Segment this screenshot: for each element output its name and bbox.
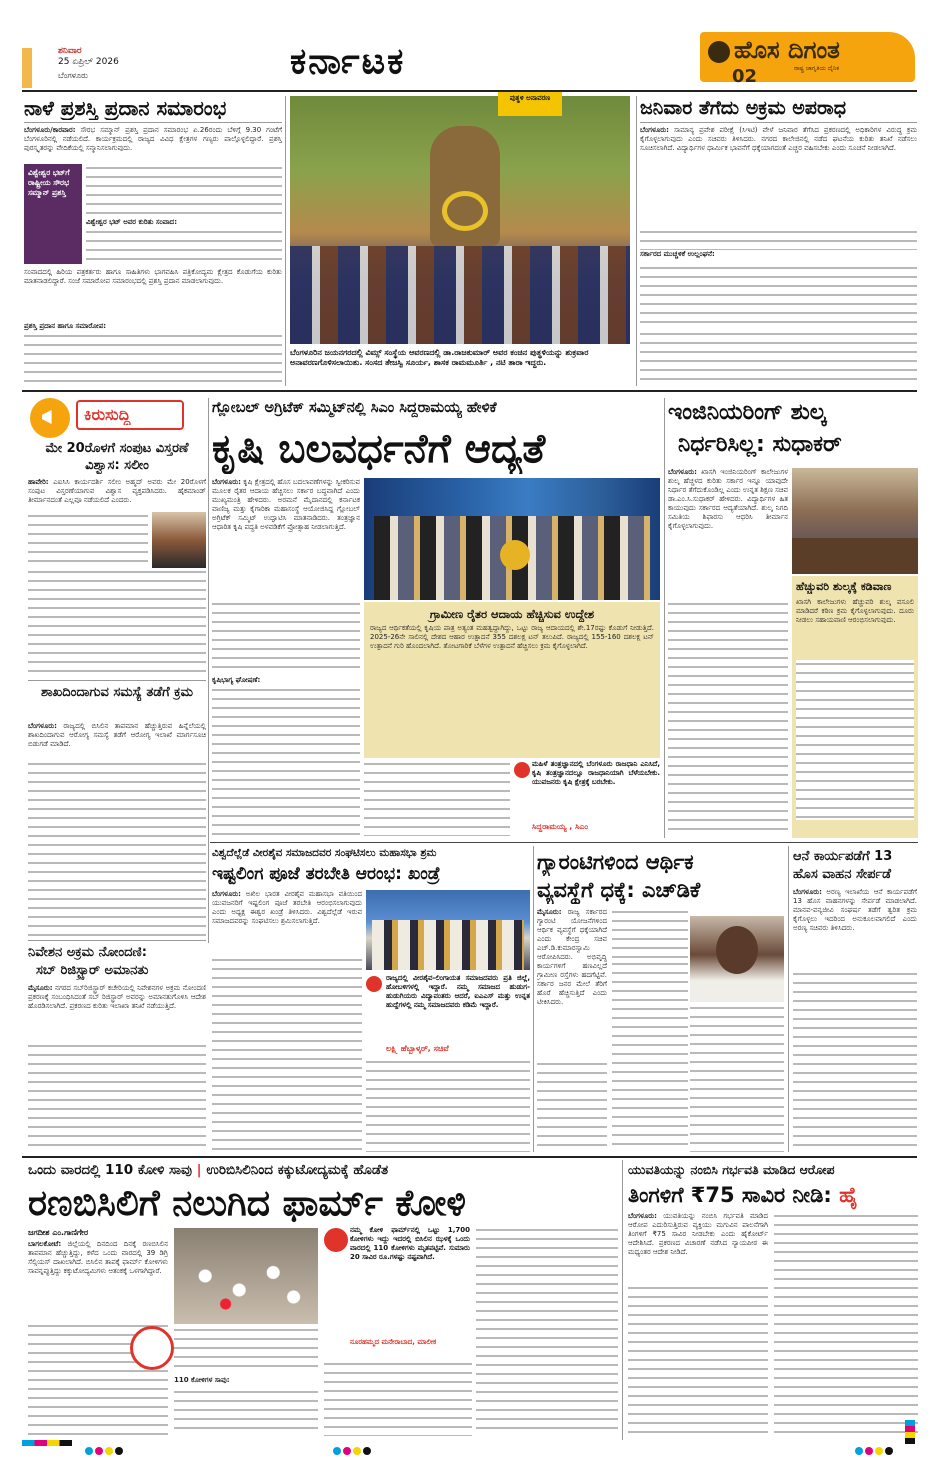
eng-box-lines: [796, 660, 914, 820]
eng-box: [792, 576, 918, 838]
krishi-body-col1-lines: [212, 600, 360, 674]
elephant-body-lines: [793, 970, 917, 1152]
hc-body: [628, 1212, 768, 1282]
eng-body-text: ಖಾಸಗಿ ಇಂಜಿನಿಯರಿಂಗ್ ಕಾಲೇಜುಗಳ ಶುಲ್ಕ ಹೆಚ್ಚಳದ ಕುರಿತು ಸರ್ಕಾರ ಇನ್ನೂ ಯಾವುದೇ ನಿರ್ಧಾರ ತೆಗೆದುಕೊಂಡಿಲ್ಲ ಎಂದು ಉನ್ನತ ಶಿಕ್ಷಣ ಸಚಿವ ಡಾ.ಎಂ.ಸಿ.ಸುಧಾಕರ್ ಹೇಳಿದರು. ವಿದ್ಯಾರ್ಥಿಗಳ ಹಿತ ಕಾಯುವುದು ಸರ್ಕಾರದ ಆದ್ಯತೆಯಾಗಿದೆ. ಶುಲ್ಕ ನಿಗದಿ ಸಮಿತಿಯ ಶಿಫಾರಸು ಆಧರಿಸಿ ತೀರ್ಮಾನ ಕೈಗೊಳ್ಳಲಾಗುವುದು.: [668, 468, 788, 530]
award-pullquote-text: ವಿಶ್ವೇಶ್ವರ ಭಟ್‌ಗೆ ರಾಷ್ಟ್ರೀಯ ಸೌರಭ ಸಮ್ಮಾನ್ ಪ್ರಶಸ್ತಿ: [28, 168, 70, 197]
veera-photo-people: [372, 920, 524, 970]
niveshana-body-lines: [28, 1042, 206, 1152]
heat-seal: [130, 1326, 174, 1370]
krishi-body-col1-lines-2: [212, 686, 360, 836]
eng-headline-1: ಇಂಜಿನಿಯರಿಂಗ್ ಶುಲ್ಕ: [668, 400, 827, 425]
col-divider-5: [533, 846, 534, 1152]
crime-body-lines: [640, 228, 917, 328]
elephant-headline-2: ಹೊಸ ವಾಹನ ಸೇರ್ಪಡೆ: [793, 867, 891, 882]
krishi-headline: ಕೃಷಿ ಬಲವರ್ಧನೆಗೆ ಆದ್ಯತೆ: [212, 426, 546, 472]
veera-body-lines: [212, 956, 362, 1152]
niveshana-body-text: ನಗರದ ಸಬ್‌ರಿಜಿಸ್ಟ್ರಾರ್ ಕಚೇರಿಯಲ್ಲಿ ನಿವೇಶನಗಳ ಅಕ್ರಮ ನೋಂದಣಿ ಪ್ರಕರಣಕ್ಕೆ ಸಂಬಂಧಿಸಿದಂತೆ ಸಬ್ ರಿಜಿಸ್ಟ್ರಾರ್ ಅವರನ್ನು ಅಮಾನತುಗೊಳಿಸಿ ಆದೇಶ ಹೊರಡಿಸಲಾಗಿದೆ. ಪ್ರಕರಣದ ಕುರಿತು ಇಲಾಖಾ ತನಿಖೆ ನಡೆಯುತ್ತಿದೆ.: [28, 984, 206, 1010]
statue-tag-text: ಪುತ್ಥಳಿ ಅನಾವರಣ: [509, 94, 551, 102]
guarantee-body-col3-lines: [690, 1004, 784, 1152]
brief1-dateline: ಹಾವೇರಿ:: [28, 478, 49, 486]
heat-photo-hens: [178, 1248, 314, 1318]
niveshana-headline-2: ಸಬ್ ರಿಜಿಸ್ಟ್ರಾರ್ ಅಮಾನತು: [36, 963, 149, 978]
guarantee-headline-2: ವ್ಯವಸ್ಥೆಗೆ ಧಕ್ಕೆ: ಎಚ್‌ಡಿಕೆ: [537, 878, 701, 902]
brief1-body-lines-2: [28, 568, 206, 678]
brand-emblem-icon: [708, 41, 730, 63]
crime-sub: ಸರ್ಕಾರದ ಮುಚ್ಚಳಿಕೆ ಉಲ್ಲಂಘನೆ:: [640, 250, 715, 258]
masthead: [0, 36, 945, 90]
guarantee-portrait: [690, 916, 784, 1002]
award-lead-text: ಸೌರಭ ಸಮ್ಮಾನ್ ಪ್ರಶಸ್ತಿ ಪ್ರದಾನ ಸಮಾರಂಭ ಏ.26ರಂದು ಬೆಳಿಗ್ಗೆ 9.30 ಗಂಟೆಗೆ ಬೆಂಗಳೂರಿನಲ್ಲಿ ನಡೆಯಲಿದೆ. ಕಾರ್ಯಕ್ರಮದಲ್ಲಿ ರಾಜ್ಯದ ವಿವಿಧ ಕ್ಷೇತ್ರಗಳ ಗಣ್ಯರು ಪಾಲ್ಗೊಳ್ಳಲಿದ್ದಾರೆ. ಪ್ರಶಸ್ತಿ ಪುರಸ್ಕೃತರನ್ನು ವೇದಿಕೆಯಲ್ಲಿ ಸನ್ಮಾನಿಸಲಾಗುವುದು.: [24, 126, 282, 152]
award-rule: [24, 122, 282, 123]
krishi-photo-bouquet: [500, 540, 530, 570]
award-body-lines: [86, 228, 282, 264]
krishi-kicker: ಗ್ಲೋಬಲ್ ಅಗ್ರಿಟೆಕ್ ಸಮ್ಮಿಟ್‌ನಲ್ಲಿ ಸಿಎಂ ಸಿದ್ದರಾಮಯ್ಯ ಹೇಳಿಕೆ: [212, 400, 497, 416]
brief2-body: [28, 722, 206, 758]
statue-photo: [290, 96, 630, 344]
guarantee-body-text: ರಾಜ್ಯ ಸರ್ಕಾರದ ಗ್ಯಾರಂಟಿ ಯೋಜನೆಗಳಿಂದ ಆರ್ಥಿಕ ವ್ಯವಸ್ಥೆಗೆ ಧಕ್ಕೆಯಾಗಿದೆ ಎಂದು ಕೇಂದ್ರ ಸಚಿವ ಎಚ್.ಡಿ.ಕುಮಾರಸ್ವಾಮಿ ಆರೋಪಿಸಿದರು. ಅಭಿವೃದ್ಧಿ ಕಾರ್ಯಗಳಿಗೆ ಹಣವಿಲ್ಲದೆ ಗ್ರಾಮೀಣ ರಸ್ತೆಗಳು ಹದಗೆಟ್ಟಿವೆ. ಸರ್ಕಾರ ಜನರ ಮೇಲೆ ತೆರಿಗೆ ಹೊರೆ ಹೆಚ್ಚಿಸುತ್ತಿದೆ ಎಂದು ಟೀಕಿಸಿದರು.: [537, 908, 607, 1006]
crime-body-text: ಸಾಮಾನ್ಯ ಪ್ರವೇಶ ಪರೀಕ್ಷೆ (ಸಿಇಟಿ) ವೇಳೆ ಜನಿವಾರ ತೆಗೆಸಿದ ಪ್ರಕರಣದಲ್ಲಿ ಅಧಿಕಾರಿಗಳ ವಿರುದ್ಧ ಕ್ರಮ ಕೈಗೊಳ್ಳಲಾಗುವುದು ಎಂದು ಸಚಿವರು ತಿಳಿಸಿದರು. ನಗರದ ಕಾಲೇಜಿನಲ್ಲಿ ನಡೆದ ಘಟನೆಯ ಕುರಿತು ತನಿಖೆ ನಡೆಸಲು ಸೂಚಿಸಲಾಗಿದೆ. ವಿದ್ಯಾರ್ಥಿಗಳ ಧಾರ್ಮಿಕ ಭಾವನೆಗೆ ಧಕ್ಕೆಯಾಗದಂತೆ ಎಚ್ಚರ ವಹಿಸಬೇಕು ಎಂದು ಸೂಚನೆ ನೀಡಲಾಗಿದೆ.: [640, 126, 917, 152]
elephant-body: [793, 888, 917, 968]
print-registration-dots-left: [85, 1440, 125, 1459]
heat-body-lines-5: [476, 1226, 618, 1436]
veera-dateline: ಬೆಂಗಳೂರು:: [212, 890, 241, 898]
veera-quote-by: ಲಕ್ಷ್ಮಿ ಹೆಬ್ಬಾಳ್ಕರ್, ಸಚಿವೆ: [386, 1044, 449, 1053]
guarantee-dateline: ಮೈಸೂರು:: [537, 908, 562, 916]
krishi-photo: [364, 478, 660, 600]
brand-tagline: ರಾಷ್ಟ್ರ ಜಾಗೃತಿಯ ದೈನಿಕ: [794, 65, 840, 72]
niveshana-dateline: ಮೈಸೂರು:: [28, 984, 53, 992]
veera-body-text: ಅಖಿಲ ಭಾರತ ವೀರಶೈವ ಮಹಾಸಭಾ ವತಿಯಿಂದ ಯುವಜನರಿಗೆ ಇಷ್ಟಲಿಂಗ ಪೂಜೆ ತರಬೇತಿ ಆರಂಭಿಸಲಾಗುವುದು ಎಂದು ಅಧ್ಯಕ್ಷ ಈಶ್ವರ ಖಂಡ್ರೆ ತಿಳಿಸಿದರು. ವಿಶ್ವದೆಲ್ಲೆಡೆ ಇರುವ ಸಮಾಜದವರನ್ನು ಸಂಘಟಿಸಲು ಶ್ರಮಿಸಲಾಗುತ್ತಿದೆ.: [212, 890, 362, 925]
award-sub1-wrap: [86, 218, 282, 228]
veera-headline: ಇಷ್ಟಲಿಂಗ ಪೂಜೆ ತರಬೇತಿ ಆರಂಭ: ಖಂಡ್ರೆ: [212, 864, 440, 884]
award-body: ಸಂವಾದದಲ್ಲಿ ಹಿರಿಯ ಪತ್ರಕರ್ತರು ಹಾಗೂ ಸಾಹಿತಿಗಳು ಭಾಗವಹಿಸಿ ಪತ್ರಿಕೋದ್ಯಮ ಕ್ಷೇತ್ರದ ಕೊಡುಗೆಯ ಕುರಿತು ಮಾತನಾಡಲಿದ್ದಾರೆ. ಸಂಜೆ ಸಮಾರೋಪ ಸಮಾರಂಭದಲ್ಲಿ ಪ್ರಶಸ್ತಿ ಪ್ರದಾನ ಮಾಡಲಾಗುವುದು.: [24, 268, 282, 285]
crowd-row: [290, 246, 630, 344]
guarantee-body-col1-lines: [537, 1060, 607, 1152]
award-sub2-wrap: [24, 322, 282, 332]
brief2-dateline: ಬೆಂಗಳೂರು:: [28, 722, 57, 730]
kirusuddi-label: ಕಿರುಸುದ್ದಿ: [84, 405, 131, 424]
hc-headline: [628, 1180, 918, 1210]
krishi-quote-by: ಸಿದ್ದರಾಮಯ್ಯ , ಸಿಎಂ: [532, 822, 589, 831]
niveshana-headline-1: ನಿವೇಶನ ಅಕ್ರಮ ನೋಂದಣಿ:: [28, 945, 147, 960]
eng-body: [668, 468, 788, 598]
veera-body-lines-2: [366, 1058, 530, 1152]
color-bar-right: [905, 1420, 915, 1444]
brief-divider: [28, 680, 206, 681]
veera-kicker: ವಿಶ್ವದೆಲ್ಲೆಡೆ ವೀರಶೈವ ಸಮಾಜದವರ ಸಂಘಟಿಸಲು ಮಹಾಸಭಾ ಶ್ರಮ: [212, 847, 437, 859]
crime-sub-wrap: [640, 250, 917, 260]
award-headline: ನಾಳೆ ಪ್ರಶಸ್ತಿ ಪ್ರದಾನ ಸಮಾರಂಭ: [24, 96, 227, 120]
crime-body: [640, 126, 917, 226]
guarantee-headline-1: ಗ್ಯಾರಂಟಿಗಳಿಂದ ಆರ್ಥಿಕ: [537, 850, 694, 874]
brief1-body-lines: [28, 512, 148, 564]
quote-mark-icon-2: [366, 976, 382, 992]
krishi-sub: ಕೃಷಿಭಾಗ್ಯ ಘೋಷಣೆ:: [212, 676, 261, 684]
award-lead: [24, 126, 282, 162]
niveshana-rule: [28, 940, 206, 941]
statue-garland: [442, 191, 488, 231]
krishi-body-col2-lines: [364, 760, 510, 836]
kirusuddi-badge: [30, 398, 70, 438]
section-title: ಕರ್ನಾಟಕ: [290, 42, 406, 82]
heat-body-lines-4: [324, 1360, 472, 1436]
heat-quote-by: ನೂರಹಮ್ಮದ ಮನೇರಾಬಾದ, ಮಾಲೀಕ: [350, 1338, 437, 1346]
brief1-portrait: [152, 512, 206, 568]
hc-headline-b: ಹೈ: [839, 1183, 859, 1207]
eng-body-lines: [668, 600, 788, 836]
hc-body-text: ಯುವತಿಯನ್ನು ನಂಬಿಸಿ ಗರ್ಭವತಿ ಮಾಡಿದ ಆರೋಪ ಎದುರಿಸುತ್ತಿರುವ ವ್ಯಕ್ತಿಯು ಮಗುವಿನ ಪಾಲನೆಗಾಗಿ ತಿಂಗಳಿಗೆ ₹75 ಸಾವಿರ ನೀಡಬೇಕು ಎಂದು ಹೈಕೋರ್ಟ್ ಆದೇಶಿಸಿದೆ. ಪ್ರಕರಣದ ವಿಚಾರಣೆ ನಡೆಸಿದ ನ್ಯಾಯಪೀಠ ಈ ಮಧ್ಯಂತರ ಆದೇಶ ನೀಡಿದೆ.: [628, 1212, 768, 1256]
krishi-dateline: ಬೆಂಗಳೂರು:: [212, 478, 241, 486]
heat-quote: [324, 1226, 472, 1356]
heat-sub-wrap: [174, 1376, 318, 1386]
kirusuddi-label-box: [76, 400, 184, 430]
section-rule-3: [22, 1156, 917, 1158]
crime-headline: ಜನಿವಾರ ತೆಗೆದು ಅಕ್ರಮ ಅಪರಾಧ: [640, 97, 846, 119]
print-registration-dots-center: [333, 1440, 373, 1459]
statue-caption: ಬೆಂಗಳೂರಿನ ಜಯನಗರದಲ್ಲಿ ವಿಮ್ಸ್ ಸಂಸ್ಥೆಯ ಆವರಣದಲ್ಲಿ ಡಾ.ರಾಜಕುಮಾರ್ ಅವರ ಕಂಚಿನ ಪುತ್ಥಳಿಯನ್ನು ಶುಕ್ರವಾರ ಅನಾವರಣಗೊಳಿಸಲಾಯಿತು. ಸಂಸದ ತೇಜಸ್ವಿ ಸೂರ್ಯ, ಶಾಸಕ ರಾಮಮೂರ್ತಿ , ನಟಿ ತಾರಾ ಇದ್ದರು.: [290, 348, 589, 367]
eng-box-body: ಖಾಸಗಿ ಕಾಲೇಜುಗಳು ಹೆಚ್ಚುವರಿ ಶುಲ್ಕ ವಸೂಲಿ ಮಾಡಿದರೆ ಕಠಿಣ ಕ್ರಮ ಕೈಗೊಳ್ಳಲಾಗುವುದು. ದೂರು ನೀಡಲು ಸಹಾಯವಾಣಿ ಆರಂಭಿಸಲಾಗುವುದು.: [796, 598, 914, 624]
page-number: 02: [732, 66, 758, 87]
masthead-left-stripe: [22, 48, 32, 88]
crime-dateline: ಬೆಂಗಳೂರು:: [640, 126, 669, 134]
award-sub2: ಪ್ರಶಸ್ತಿ ಪ್ರದಾನ ಹಾಗೂ ಸಮಾರೋಪ:: [24, 322, 107, 330]
col-divider-3: [208, 398, 209, 943]
veera-photo: [366, 890, 530, 970]
guarantee-body: [537, 908, 607, 1058]
guarantee-body-col2-lines: [612, 960, 688, 1152]
heat-kicker-2: ಉರಿಬಿಸಿಲಿನಿಂದ ಕಕ್ಕುಟೋದ್ಯಮಕ್ಕೆ ಹೊಡೆತ: [206, 1162, 389, 1178]
veera-body: [212, 890, 362, 954]
portrait-face: [716, 926, 758, 974]
heat-body-text: ಜಿಲ್ಲೆಯಲ್ಲಿ ದಿನದಿಂದ ದಿನಕ್ಕೆ ರಣಬಿಸಿಲಿನ ತಾಪಮಾನ ಹೆಚ್ಚುತ್ತಿದ್ದು, ಕಳೆದ ಒಂದು ವಾರದಲ್ಲಿ 39 ಡಿಗ್ರಿ ಸೆಲ್ಸಿಯಸ್ ದಾಖಲಾಗಿದೆ. ಬಿಸಿಲಿನ ತಾಪಕ್ಕೆ ಫಾರ್ಮ್ ಕೋಳಿಗಳು ಸಾವನ್ನಪ್ಪುತ್ತಿದ್ದು ಕಕ್ಕುಟೋದ್ಯಮಿಗಳು ಆತಂಕಕ್ಕೆ ಒಳಗಾಗಿದ್ದಾರೆ.: [28, 1240, 168, 1275]
heat-quote-text: ನಮ್ಮ ಕೋಳಿ ಫಾರ್ಮ್‌ನಲ್ಲಿ ಒಟ್ಟು 1,700 ಕೋಳಿಗಳು ಇದ್ದು ಇದರಲ್ಲಿ ಬಿಸಿಲಿನ ಝಳಕ್ಕೆ ಒಂದು ವಾರದಲ್ಲಿ 110 ಕೋಳಿಗಳು ಮೃತಪಟ್ಟಿವೆ. ಸುಮಾರು 20 ಸಾವಿರ ರೂ.ಗಳಷ್ಟು ನಷ್ಟವಾಗಿದೆ.: [350, 1226, 470, 1261]
krishi-box-title: ಗ್ರಾಮೀಣ ರೈತರ ಆದಾಯ ಹೆಚ್ಚಿಸುವ ಉದ್ದೇಶ: [429, 607, 595, 621]
heat-sub: 110 ಕೋಳಿಗಳ ಸಾವು:: [174, 1376, 230, 1384]
brand-name: ಹೊಸ ದಿಗಂತ: [734, 36, 840, 64]
brief2-body-text: ರಾಜ್ಯದಲ್ಲಿ ಬಿಸಿಲಿನ ತಾಪಮಾನ ಹೆಚ್ಚುತ್ತಿರುವ ಹಿನ್ನೆಲೆಯಲ್ಲಿ ಶಾಖದಿಂದಾಗುವ ಆರೋಗ್ಯ ಸಮಸ್ಯೆ ತಡೆಗೆ ಆರೋಗ್ಯ ಇಲಾಖೆ ಮಾರ್ಗಸೂಚಿ ಬಿಡುಗಡೆ ಮಾಡಿದೆ.: [28, 722, 206, 748]
brief2-headline: ಶಾಖದಿಂದಾಗುವ ಸಮಸ್ಯೆ ತಡೆಗೆ ಕ್ರಮ: [41, 685, 193, 700]
heat-body: [28, 1240, 168, 1320]
award-body-lines-2: [24, 332, 282, 384]
heat-headline: ರಣಬಿಸಿಲಿಗೆ ನಲುಗಿದ ಫಾರ್ಮ್ ಕೋಳಿ: [28, 1183, 466, 1224]
guarantee-body-col2: [612, 908, 688, 958]
heat-body-lines-3: [174, 1388, 318, 1436]
award-dateline: ಬೆಂಗಳೂರು/ಕಾರವಾರ:: [24, 126, 76, 134]
masthead-rule: [22, 90, 917, 92]
color-bar-left: [22, 1440, 72, 1446]
brief1-headline: ಮೇ 20ರೊಳಗೆ ಸಂಪುಟ ವಿಸ್ತರಣೆ ವಿಶ್ವಾಸ: ಸಲೀಂ: [45, 441, 189, 473]
masthead-day: ಶನಿವಾರ: [58, 46, 82, 56]
hc-body-lines-2: [774, 1212, 918, 1436]
heat-kicker: [28, 1160, 618, 1180]
kicker-separator: |: [196, 1162, 207, 1178]
heat-kicker-1: ಒಂದು ವಾರದಲ್ಲಿ 110 ಕೋಳಿ ಸಾವು: [28, 1162, 192, 1178]
crime-body-lines-2: [640, 330, 917, 384]
col-divider-6: [788, 846, 789, 1152]
col-divider-2: [636, 96, 637, 386]
heat-byline: ಜಗದೀಶ ಎಂ.ಗಾಣಿಗೇರ: [28, 1228, 89, 1237]
veera-quote: [366, 974, 530, 1056]
col-divider-1: [285, 96, 286, 386]
award-sub1: ವಿಶ್ವೇಶ್ವರ ಭಟ್ ಅವರ ಕುರಿತು ಸಂವಾದ:: [86, 218, 177, 226]
megaphone-icon: [42, 410, 58, 424]
masthead-city: ಬೆಂಗಳೂರು: [58, 71, 88, 80]
heat-photo: [174, 1228, 318, 1324]
section-rule-2: [210, 842, 918, 843]
brief1-body: [28, 478, 206, 510]
masthead-date: 25 ಏಪ್ರಿಲ್ 2026: [58, 57, 119, 67]
award-pullquote: [24, 164, 82, 264]
statue-tag: [498, 92, 562, 116]
elephant-body-text: ಅರಣ್ಯ ಇಲಾಖೆಯ ಆನೆ ಕಾರ್ಯಪಡೆಗೆ 13 ಹೊಸ ವಾಹನಗಳನ್ನು ಸೇರ್ಪಡೆ ಮಾಡಲಾಗಿದೆ. ಮಾನವ-ವನ್ಯಜೀವಿ ಸಂಘರ್ಷ ತಡೆಗೆ ತ್ವರಿತ ಕ್ರಮ ಕೈಗೊಳ್ಳಲು ಇದರಿಂದ ಅನುಕೂಲವಾಗಲಿದೆ ಎಂದು ಅರಣ್ಯ ಸಚಿವರು ತಿಳಿಸಿದರು.: [793, 888, 917, 932]
krishi-quote-text: ಮಹಿಳೆ ತಂತ್ರಜ್ಞಾನದಲ್ಲಿ ಬೆಂಗಳೂರು ರಾಜಧಾನಿ ಎನಿಸಿದೆ, ಕೃಷಿ ತಂತ್ರಜ್ಞಾನದಲ್ಲೂ ರಾಜಧಾನಿಯಾಗಿ ಬೆಳೆಯಬೇಕು. ಯುವಜನರು ಕೃಷಿ ಕ್ಷೇತ್ರಕ್ಕೆ ಬರಬೇಕು.: [532, 760, 660, 786]
elephant-headline-1: ಆನೆ ಕಾರ್ಯಪಡೆಗೆ 13: [793, 849, 893, 864]
hc-kicker: ಯುವತಿಯನ್ನು ನಂಬಿಸಿ ಗರ್ಭವತಿ ಮಾಡಿದ ಆರೋಪ: [628, 1162, 835, 1177]
eng-box-title: ಹೆಚ್ಚುವರಿ ಶುಲ್ಕಕ್ಕೆ ಕಡಿವಾಣ: [796, 580, 892, 593]
krishi-box: [364, 602, 660, 758]
hc-body-lines: [628, 1284, 768, 1436]
heat-dateline: ಬಾಗಲಕೋಟೆ:: [28, 1240, 62, 1248]
krishi-body-col1: [212, 478, 360, 598]
krishi-box-body: ರಾಜ್ಯದ ಆರ್ಥಿಕತೆಯಲ್ಲಿ ಕೃಷಿಯ ಪಾತ್ರ ಅತ್ಯಂತ ಮಹತ್ವದ್ದಾಗಿದ್ದು, ಒಟ್ಟು ರಾಜ್ಯ ಆದಾಯದಲ್ಲಿ ಶೇ.17ರಷ್ಟು ಕೊಡುಗೆ ನೀಡುತ್ತಿದೆ. 2025-26ನೇ ಸಾಲಿನಲ್ಲಿ ದೇಶದ ಆಹಾರ ಉತ್ಪಾದನೆ 355 ದಶಲಕ್ಷ ಟನ್ ತಲುಪಿದೆ. ರಾಜ್ಯದಲ್ಲಿ 155-160 ದಶಲಕ್ಷ ಟನ್ ಉತ್ಪಾದನೆ ಗುರಿ ಹೊಂದಲಾಗಿದೆ. ತೋಟಗಾರಿಕೆ ಬೆಳೆಗಳ ಉತ್ಪಾದನೆ ಹೆಚ್ಚಿಸಲು ಕ್ರಮ ಕೈಗೊಳ್ಳಲಾಗಿದೆ.: [370, 624, 654, 650]
eng-photo-desk: [792, 538, 918, 574]
eng-photo: [792, 468, 918, 574]
quote-mark-icon: [514, 762, 530, 778]
brief2-body-lines: [28, 760, 206, 936]
krishi-quote: [514, 760, 660, 836]
hc-dateline: ಬೆಂಗಳೂರು:: [628, 1212, 657, 1220]
krishi-body-text: ಕೃಷಿ ಕ್ಷೇತ್ರದಲ್ಲಿ ಹೊಸ ಬದಲಾವಣೆಗಳನ್ನು ಸ್ವೀಕರಿಸುವ ಮೂಲಕ ರೈತರ ಆದಾಯ ಹೆಚ್ಚಿಸಲು ಸರ್ಕಾರ ಬದ್ಧವಾಗಿದೆ ಎಂದು ಮುಖ್ಯಮಂತ್ರಿ ಹೇಳಿದರು. ಅರಮನೆ ಮೈದಾನದಲ್ಲಿ ಕರ್ನಾಟಕ ವಾಣಿಜ್ಯ ಮತ್ತು ಕೈಗಾರಿಕಾ ಮಹಾಸಂಸ್ಥೆ ಆಯೋಜಿಸಿದ್ದ ಗ್ಲೋಬಲ್ ಅಗ್ರಿಟೆಕ್ ಸಮ್ಮಿಟ್ ಉದ್ಘಾಟಿಸಿ ಮಾತನಾಡಿದರು. ತಂತ್ರಜ್ಞಾನ ಆಧಾರಿತ ಕೃಷಿ ಪದ್ಧತಿ ಅಳವಡಿಕೆಗೆ ಪ್ರೋತ್ಸಾಹ ನೀಡಲಾಗುತ್ತಿದೆ.: [212, 478, 360, 531]
quote-mark-icon-3: [324, 1228, 348, 1252]
crime-rule: [640, 122, 917, 123]
veera-quote-text: ರಾಜ್ಯದಲ್ಲಿ ವೀರಶೈವ-ಲಿಂಗಾಯತ ಸಮಾಜದವರು ಪ್ರತಿ ಜಿಲ್ಲೆ, ಹೋಬಳಿಗಳಲ್ಲಿ ಇದ್ದಾರೆ. ನಮ್ಮ ಸಮಾಜದ ಹುಡುಗ-ಹುಡುಗಿಯರು ವಿದ್ಯಾವಂತರು ಆದರೆ, ಐಎಎಸ್ ಮತ್ತು ಉನ್ನತ ಹುದ್ದೆಗಳಲ್ಲಿ ನಮ್ಮ ಸಮಾಜದವರು ಕಡಿಮೆ ಇದ್ದಾರೆ.: [386, 974, 530, 1009]
eng-headline-2: ನಿರ್ಧರಿಸಿಲ್ಲ: ಸುಧಾಕರ್: [678, 432, 842, 457]
eng-dateline: ಬೆಂಗಳೂರು:: [668, 468, 697, 476]
heat-body-lines-2: [174, 1326, 318, 1374]
brief1-body-text: ಎಐಸಿಸಿ ಕಾರ್ಯದರ್ಶಿ ಸಲೀಂ ಅಹ್ಮದ್ ಅವರು ಮೇ 20ರೊಳಗೆ ಸಂಪುಟ ವಿಸ್ತರಣೆಯಾಗುವ ವಿಶ್ವಾಸ ವ್ಯಕ್ತಪಡಿಸಿದರು. ಹೈಕಮಾಂಡ್ ತೀರ್ಮಾನದಂತೆ ಎಲ್ಲವೂ ನಡೆಯಲಿದೆ ಎಂದರು.: [28, 478, 206, 504]
col-divider-4: [664, 398, 665, 838]
award-body-right: [86, 164, 282, 216]
hc-headline-a: ತಿಂಗಳಿಗೆ ₹75 ಸಾವಿರ ನೀಡಿ:: [628, 1183, 840, 1207]
krishi-sub-wrap: [212, 676, 360, 686]
col-divider-7: [622, 1160, 623, 1440]
section-rule-1: [22, 390, 917, 392]
niveshana-body: [28, 984, 206, 1040]
print-registration-dots-right: [855, 1440, 895, 1459]
elephant-dateline: ಬೆಂಗಳೂರು:: [793, 888, 822, 896]
